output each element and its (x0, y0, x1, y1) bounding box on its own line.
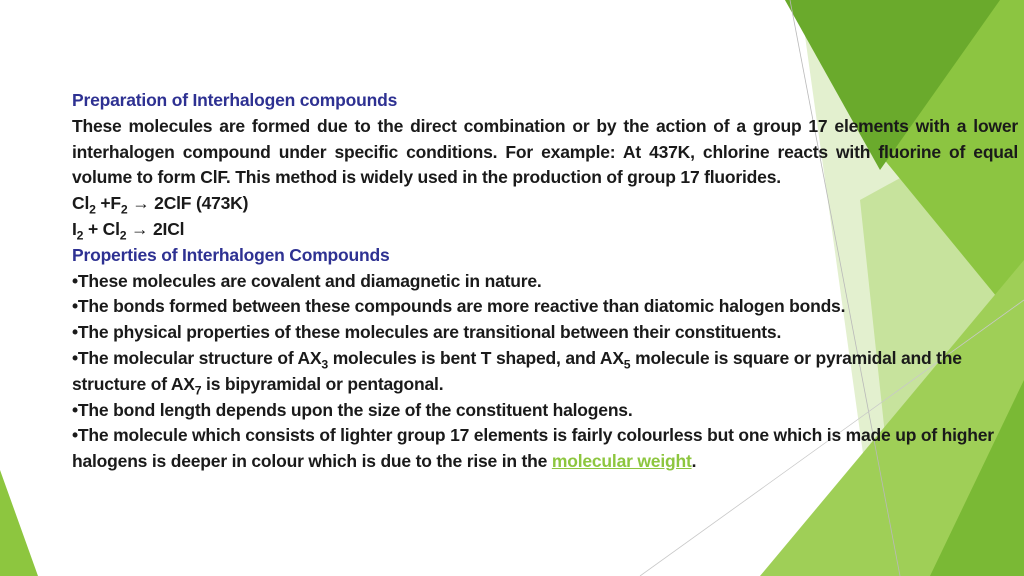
bullet-covalent: •These molecules are covalent and diamagnetic in nature. (72, 270, 542, 291)
structure-text-2: molecules is bent T shaped, and AX (328, 347, 624, 368)
properties-heading: Properties of Interhalogen Compounds (72, 244, 390, 265)
eq1-product: → 2ClF (473K) (127, 193, 249, 214)
preparation-paragraph: These molecules are formed due to the direct combination or by the action of a group 17 elements with a lower interhalogen compound under specific conditions. For example: At 437K, chlorine reacts with fluorine of equal volume to form ClF. This method is widely used in the production of group 17 fluorides. (72, 115, 1018, 188)
colour-period: . (691, 451, 697, 472)
molecular-weight-link[interactable]: molecular weight (551, 451, 692, 472)
structure-text-4: is bipyramidal or pentagonal. (201, 373, 444, 394)
bullet-physical-properties: •The physical properties of these molecules are transitional between their constituents. (72, 322, 782, 343)
eq1-sub-b: 2 (120, 202, 128, 217)
bullet-bond-length: •The bond length depends upon the size of the constituent halogens. (72, 399, 633, 420)
eq1-reactant-a: Cl (72, 193, 90, 214)
bullet-colour (72, 423, 1018, 475)
structure-sub-5: 5 (623, 357, 631, 372)
equation-1 (72, 191, 1018, 217)
structure-text-1: •The molecular structure of AX (72, 347, 322, 368)
eq2-reactant-a: I (72, 218, 77, 239)
slide-content (72, 88, 1018, 475)
colour-text: •The molecule which consists of lighter group 17 elements is fairly colourless but one which is made up of higher halogens is deeper in colour which is due to the rise in the (72, 425, 994, 472)
eq2-product: → 2ICl (126, 218, 185, 239)
eq1-sub-a: 2 (89, 202, 96, 217)
bullet-reactive-bonds: •The bonds formed between these compounds are more reactive than diatomic halogen bonds. (72, 296, 846, 317)
preparation-heading: Preparation of Interhalogen compounds (72, 90, 398, 110)
eq2-sub-b: 2 (119, 228, 127, 243)
equation-2 (72, 217, 1018, 243)
structure-sub-3: 3 (321, 357, 329, 372)
bullet-molecular-structure (72, 346, 1018, 398)
eq2-reactant-b: + Cl (83, 218, 120, 239)
eq1-reactant-b: +F (95, 193, 121, 214)
left-green-shape (0, 470, 38, 576)
eq2-sub-a: 2 (76, 228, 84, 243)
structure-sub-7: 7 (194, 383, 202, 398)
structure-text-3: molecule is square or pyramidal and the structure of AX (72, 347, 962, 394)
